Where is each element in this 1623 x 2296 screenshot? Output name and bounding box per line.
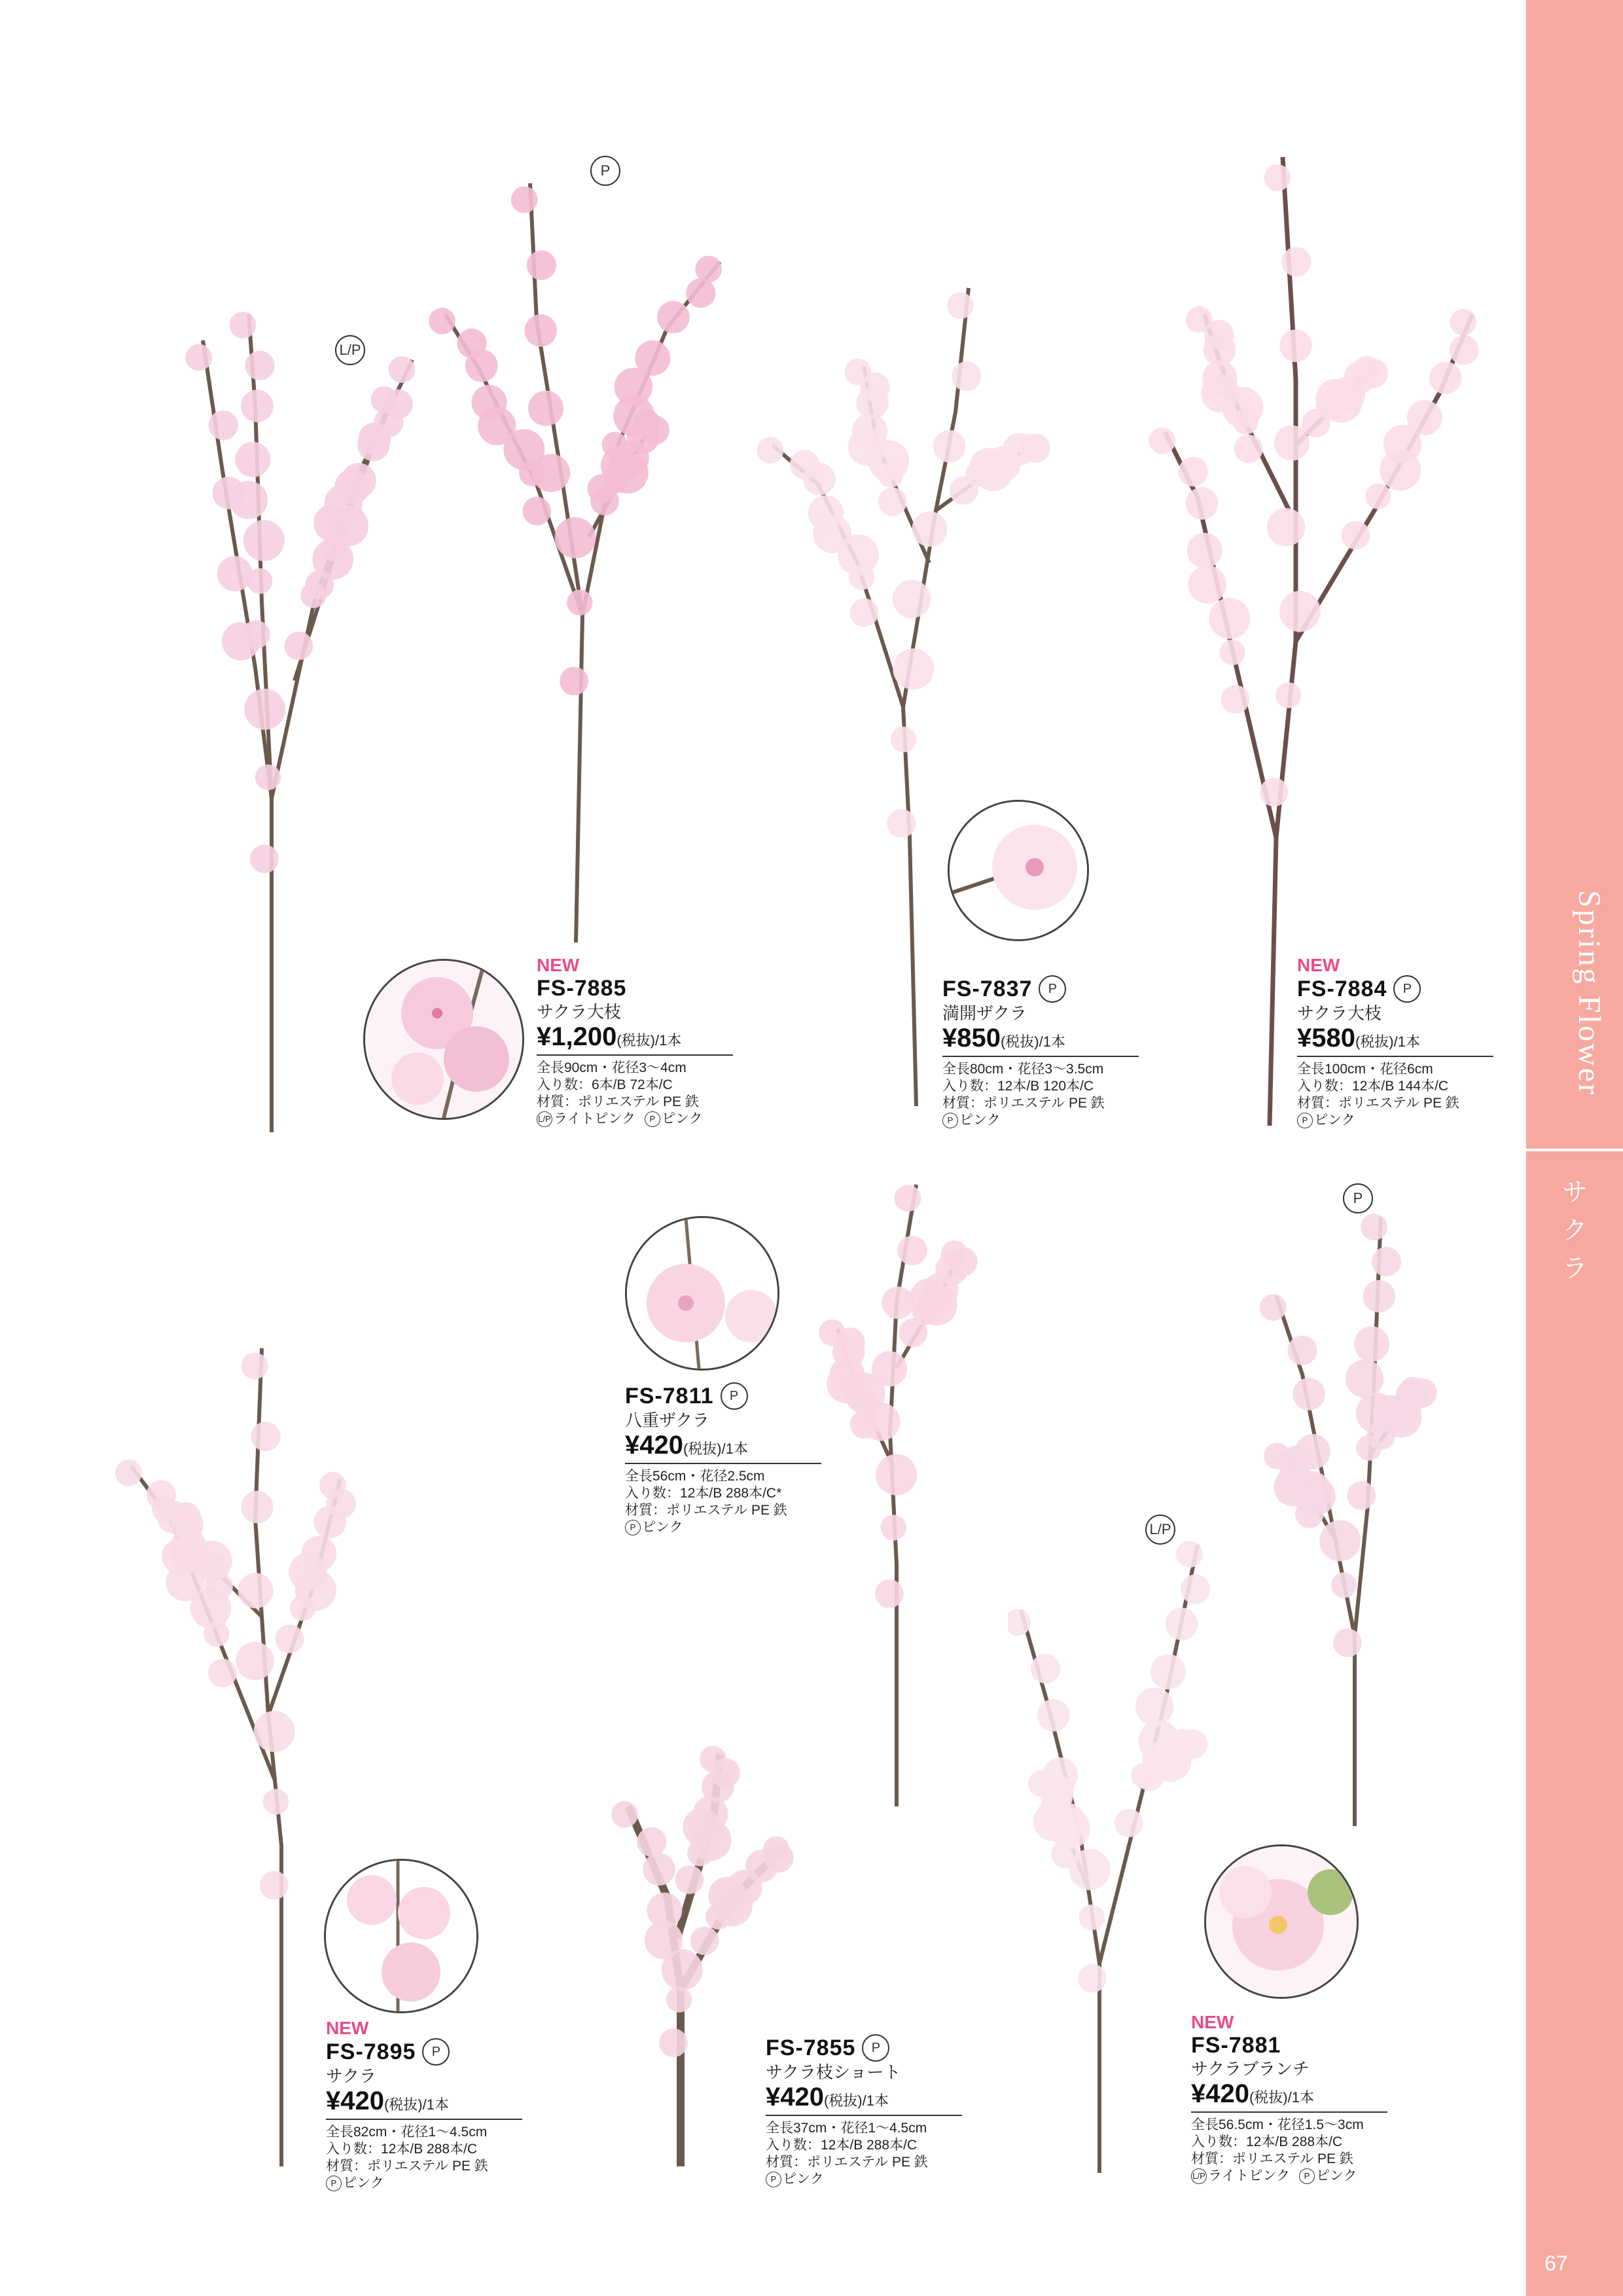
blossom bbox=[1181, 1574, 1210, 1604]
blossom bbox=[235, 442, 270, 477]
blossom bbox=[941, 1240, 968, 1267]
spec-size: 全長100cm・花径6cm bbox=[1297, 1062, 1433, 1077]
spec-quantity: 入り数：12本/B 288本/C bbox=[326, 2142, 478, 2157]
blossom bbox=[1450, 335, 1479, 365]
blossom bbox=[301, 1536, 336, 1571]
color-option bbox=[537, 1111, 635, 1128]
product-price: ¥420 bbox=[326, 2087, 384, 2115]
product-name: 八重ザクラ bbox=[625, 1410, 709, 1430]
product-badge: P bbox=[1393, 975, 1421, 1003]
new-label: NEW bbox=[537, 955, 580, 975]
blossom bbox=[305, 571, 334, 600]
color-mark: P bbox=[645, 1111, 660, 1127]
spec-material: 材質：ポリエステル PE 鉄 bbox=[766, 2155, 928, 2170]
fs-7885-large-branch-image bbox=[393, 157, 785, 956]
tax-note: (税抜)/1本 bbox=[616, 1032, 682, 1049]
blossom bbox=[893, 580, 931, 618]
spec-size: 全長90cm・花径3～4cm bbox=[537, 1060, 687, 1075]
blossom bbox=[952, 361, 981, 391]
blossom bbox=[1267, 508, 1305, 546]
fs-7895-plant-p-badge: P bbox=[1343, 1183, 1373, 1213]
tax-note: (税抜)/1本 bbox=[1249, 2089, 1314, 2106]
blossom bbox=[1186, 487, 1219, 520]
blossom bbox=[1287, 1336, 1317, 1365]
product-code: FS-7881 bbox=[1191, 2033, 1281, 2058]
blossom bbox=[528, 391, 563, 426]
product-code: FS-7885 bbox=[537, 976, 627, 1001]
blossom bbox=[933, 430, 966, 463]
blossom bbox=[1187, 533, 1222, 568]
blossom bbox=[675, 1865, 704, 1894]
blossom bbox=[690, 1926, 719, 1955]
color-option bbox=[1297, 1112, 1355, 1129]
blossom bbox=[511, 187, 538, 213]
tax-note: (税抜)/1本 bbox=[1000, 1033, 1065, 1050]
blossom bbox=[245, 351, 275, 380]
blossom bbox=[560, 667, 588, 696]
blossom bbox=[243, 520, 285, 561]
product-price: ¥1,200 bbox=[537, 1022, 617, 1051]
blossom bbox=[254, 1711, 295, 1752]
spec-material: 材質：ポリエステル PE 鉄 bbox=[625, 1503, 787, 1518]
blossom bbox=[1363, 1280, 1395, 1313]
blossom bbox=[1150, 1654, 1186, 1689]
spec-material: 材質：ポリエステル PE 鉄 bbox=[326, 2159, 488, 2174]
color-options bbox=[625, 1519, 821, 1536]
blossom bbox=[1188, 565, 1226, 603]
color-mark: P bbox=[1299, 2168, 1315, 2184]
blossom bbox=[1279, 591, 1321, 632]
product-name: サクラ枝ショート bbox=[766, 2062, 901, 2082]
color-option bbox=[625, 1519, 683, 1536]
blossom bbox=[429, 308, 455, 334]
blossom bbox=[1264, 1443, 1291, 1469]
blossom bbox=[1281, 247, 1311, 276]
blossom bbox=[1264, 164, 1291, 191]
fs-7885-lp-badge: L/P bbox=[335, 335, 365, 365]
fs-7885-closeup-image bbox=[363, 959, 524, 1120]
blossom bbox=[276, 1624, 304, 1653]
blossom bbox=[647, 1893, 682, 1928]
blossom bbox=[1178, 457, 1207, 486]
product-fs-7811 bbox=[625, 1382, 821, 1536]
product-code: FS-7895 bbox=[326, 2039, 416, 2064]
blossom bbox=[527, 251, 556, 280]
blossom bbox=[1018, 434, 1045, 461]
color-option bbox=[766, 2171, 824, 2188]
color-mark: P bbox=[942, 1113, 958, 1128]
blossom bbox=[263, 1789, 289, 1814]
blossom bbox=[457, 329, 486, 358]
blossom bbox=[241, 1491, 274, 1524]
blossom bbox=[319, 1472, 346, 1499]
blossom bbox=[757, 437, 784, 464]
blossom bbox=[891, 726, 916, 752]
blossom bbox=[524, 314, 557, 347]
fs-7837-closeup-image bbox=[948, 800, 1089, 941]
blossom bbox=[241, 1353, 268, 1380]
color-options bbox=[766, 2171, 962, 2188]
blossom bbox=[1079, 1905, 1104, 1930]
color-mark: P bbox=[625, 1520, 641, 1535]
blossom bbox=[1275, 683, 1301, 708]
blossom bbox=[209, 410, 238, 440]
blossom bbox=[1028, 1770, 1055, 1797]
fs-7885-p-badge: P bbox=[590, 156, 620, 186]
product-fs-7895 bbox=[326, 2018, 522, 2192]
product-price: ¥850 bbox=[942, 1024, 1001, 1052]
color-label: ピンク bbox=[1314, 1113, 1355, 1128]
color-label: ピンク bbox=[661, 1111, 703, 1126]
blossom bbox=[1115, 1808, 1143, 1837]
tax-note: (税抜)/1本 bbox=[823, 2092, 889, 2109]
blossom bbox=[260, 1871, 289, 1900]
tax-note: (税抜)/1本 bbox=[1355, 1033, 1420, 1050]
blossom bbox=[230, 481, 268, 519]
blossom bbox=[1293, 1378, 1325, 1410]
color-label: ピンク bbox=[783, 2172, 824, 2187]
blossom bbox=[1220, 639, 1245, 665]
product-code: FS-7855 bbox=[766, 2036, 856, 2060]
blossom bbox=[845, 359, 872, 386]
product-badge: P bbox=[721, 1382, 748, 1410]
blossom bbox=[876, 1454, 917, 1496]
spec-material: 材質：ポリエステル PE 鉄 bbox=[1297, 1096, 1459, 1111]
product-price: ¥420 bbox=[766, 2083, 824, 2111]
blossom bbox=[1037, 1699, 1070, 1732]
spec-size: 全長80cm・花径3～3.5cm bbox=[942, 1062, 1104, 1077]
product-name: サクラ大枝 bbox=[1297, 1003, 1382, 1023]
spec-material: 材質：ポリエステル PE 鉄 bbox=[537, 1094, 699, 1109]
section-title: Spring Flower bbox=[1572, 890, 1607, 1096]
color-label: ピンク bbox=[343, 2176, 384, 2191]
blossom bbox=[250, 844, 279, 873]
blossom bbox=[152, 1496, 179, 1522]
blossom bbox=[241, 389, 274, 422]
color-option bbox=[1299, 2168, 1357, 2185]
product-price: ¥420 bbox=[625, 1431, 683, 1460]
blossom bbox=[1319, 1520, 1361, 1562]
blossom bbox=[875, 1579, 904, 1608]
color-label: ライトピンク bbox=[1208, 2168, 1290, 2183]
blossom bbox=[1450, 309, 1476, 336]
color-mark: L/P bbox=[537, 1111, 552, 1127]
blossom bbox=[1176, 1541, 1203, 1568]
blossom bbox=[1221, 685, 1250, 714]
tax-note: (税抜)/1本 bbox=[683, 1441, 748, 1457]
tax-note: (税抜)/1本 bbox=[383, 2096, 449, 2113]
blossom bbox=[635, 340, 670, 376]
blossom bbox=[686, 278, 715, 308]
blossom bbox=[1342, 521, 1370, 550]
fs-7811-closeup-image bbox=[625, 1216, 779, 1371]
blossom bbox=[244, 689, 285, 730]
color-label: ピンク bbox=[642, 1520, 683, 1535]
blossom bbox=[1353, 356, 1380, 383]
blossom bbox=[893, 649, 934, 690]
spec-size: 全長82cm・花径1～4.5cm bbox=[326, 2125, 488, 2140]
product-fs-7884 bbox=[1297, 956, 1493, 1129]
blossom bbox=[657, 301, 690, 334]
blossom bbox=[695, 256, 722, 283]
blossom bbox=[643, 1853, 675, 1886]
blossom bbox=[666, 1987, 692, 2013]
spec-quantity: 入り数：6本/B 72本/C bbox=[537, 1077, 673, 1092]
blossom bbox=[1407, 400, 1442, 435]
blossom bbox=[284, 632, 313, 660]
blossom bbox=[567, 590, 592, 615]
color-mark: P bbox=[326, 2176, 342, 2191]
blossom bbox=[1135, 1687, 1173, 1725]
section-subtitle: サクラ bbox=[1558, 1178, 1587, 1292]
blossom bbox=[1234, 435, 1263, 463]
blossom bbox=[819, 1319, 846, 1346]
blossom bbox=[763, 1836, 790, 1863]
blossom bbox=[881, 1515, 906, 1540]
blossom bbox=[238, 1573, 274, 1608]
color-options bbox=[1191, 2168, 1387, 2185]
blossom bbox=[1331, 1572, 1357, 1598]
product-name: サクラブランチ bbox=[1191, 2059, 1310, 2079]
blossom bbox=[1361, 1213, 1387, 1240]
spec-size: 全長56.5cm・花径1.5～3cm bbox=[1191, 2117, 1364, 2132]
spec-material: 材質：ポリエステル PE 鉄 bbox=[1191, 2151, 1353, 2166]
blossom bbox=[255, 764, 281, 790]
spec-material: 材質：ポリエステル PE 鉄 bbox=[942, 1096, 1105, 1111]
product-badge: P bbox=[1039, 975, 1066, 1003]
color-options bbox=[537, 1111, 733, 1128]
spec-quantity: 入り数：12本/B 288本/C bbox=[766, 2138, 918, 2153]
new-label: NEW bbox=[1297, 955, 1340, 975]
blossom bbox=[185, 344, 212, 371]
product-fs-7885 bbox=[537, 956, 733, 1128]
blossom bbox=[1260, 778, 1289, 806]
blossom bbox=[850, 598, 879, 627]
blossom bbox=[522, 497, 551, 526]
blossom bbox=[1399, 1377, 1426, 1404]
new-label: NEW bbox=[326, 2018, 369, 2038]
blossom bbox=[1354, 1326, 1389, 1361]
fs-7881-alt-branch-image bbox=[1237, 1178, 1446, 1833]
blossom bbox=[1279, 330, 1312, 363]
color-options bbox=[326, 2175, 522, 2192]
blossom bbox=[1372, 1247, 1401, 1276]
blossom bbox=[882, 1287, 914, 1319]
blossom bbox=[1170, 1730, 1197, 1757]
blossom bbox=[341, 463, 376, 498]
blossom bbox=[659, 2028, 688, 2057]
blossom bbox=[1429, 362, 1462, 395]
blossom bbox=[611, 1801, 638, 1828]
spec-quantity: 入り数：12本/B 288本/C bbox=[1191, 2134, 1343, 2149]
fs-7881-lp-badge: L/P bbox=[1145, 1515, 1175, 1545]
color-options bbox=[1297, 1112, 1493, 1129]
blossom bbox=[1149, 427, 1175, 454]
blossom bbox=[1078, 1964, 1107, 1993]
color-label: ピンク bbox=[959, 1113, 1001, 1128]
page-number: 67 bbox=[1544, 2251, 1568, 2275]
blossom bbox=[887, 809, 916, 838]
product-fs-7837 bbox=[942, 975, 1139, 1129]
product-code: FS-7837 bbox=[942, 977, 1033, 1001]
new-label: NEW bbox=[1191, 2012, 1234, 2032]
blossom bbox=[898, 1236, 927, 1265]
blossom bbox=[1333, 1628, 1362, 1657]
blossom bbox=[878, 488, 907, 516]
product-name: 満開ザクラ bbox=[942, 1003, 1027, 1023]
blossom bbox=[633, 409, 660, 436]
blossom bbox=[251, 1422, 280, 1451]
color-option bbox=[942, 1112, 1001, 1129]
product-code: FS-7811 bbox=[625, 1384, 714, 1408]
product-name: サクラ bbox=[326, 2066, 376, 2086]
product-fs-7855 bbox=[766, 2034, 962, 2188]
product-price: ¥420 bbox=[1191, 2079, 1249, 2108]
product-name: サクラ大枝 bbox=[537, 1002, 621, 1022]
product-fs-7881 bbox=[1191, 2013, 1387, 2185]
spec-size: 全長56cm・花径2.5cm bbox=[625, 1469, 765, 1484]
blossom bbox=[947, 293, 974, 319]
color-options bbox=[942, 1112, 1139, 1129]
blossom bbox=[471, 385, 507, 420]
fs-7811-branch-image bbox=[812, 1172, 982, 1813]
blossom bbox=[700, 1746, 726, 1772]
blossom bbox=[1347, 1481, 1376, 1510]
blossom bbox=[208, 1659, 237, 1687]
color-mark: L/P bbox=[1191, 2168, 1207, 2184]
spec-quantity: 入り数：12本/B 288本/C* bbox=[625, 1486, 782, 1501]
color-label: ピンク bbox=[1315, 2168, 1357, 2183]
fs-7895-closeup-image bbox=[324, 1859, 478, 2013]
blossom bbox=[236, 1642, 274, 1680]
spec-quantity: 入り数：12本/B 120本/C bbox=[942, 1079, 1094, 1094]
blossom bbox=[247, 568, 272, 594]
blossom bbox=[230, 312, 257, 338]
blossom bbox=[912, 511, 947, 547]
color-label: ライトピンク bbox=[554, 1111, 635, 1126]
blossom bbox=[1031, 1654, 1060, 1683]
blossom bbox=[217, 556, 253, 592]
product-code: FS-7884 bbox=[1297, 977, 1387, 1001]
blossom bbox=[241, 620, 270, 649]
blossom bbox=[1186, 306, 1213, 333]
fs-7881-closeup-image bbox=[1204, 1844, 1359, 1999]
blossom bbox=[115, 1460, 142, 1486]
product-price: ¥580 bbox=[1297, 1024, 1355, 1052]
color-option bbox=[645, 1111, 703, 1128]
blossom bbox=[1209, 598, 1250, 639]
color-option bbox=[326, 2175, 384, 2192]
blossom bbox=[852, 414, 887, 449]
color-mark: P bbox=[766, 2172, 781, 2187]
color-mark: P bbox=[1297, 1113, 1313, 1128]
blossom bbox=[555, 517, 596, 558]
blossom bbox=[1365, 484, 1391, 509]
product-badge: P bbox=[422, 2038, 450, 2066]
blossom bbox=[1346, 1359, 1383, 1397]
blossom bbox=[637, 1827, 666, 1857]
product-badge: P bbox=[862, 2034, 889, 2062]
blossom bbox=[1166, 1607, 1198, 1640]
blossom bbox=[790, 450, 819, 479]
blossom bbox=[895, 1185, 921, 1211]
blossom bbox=[808, 495, 844, 531]
blossom bbox=[1260, 1294, 1287, 1321]
spec-size: 全長37cm・花径1～4.5cm bbox=[766, 2121, 927, 2136]
color-option bbox=[1191, 2168, 1290, 2185]
spec-quantity: 入り数：12本/B 144本/C bbox=[1297, 1079, 1449, 1094]
